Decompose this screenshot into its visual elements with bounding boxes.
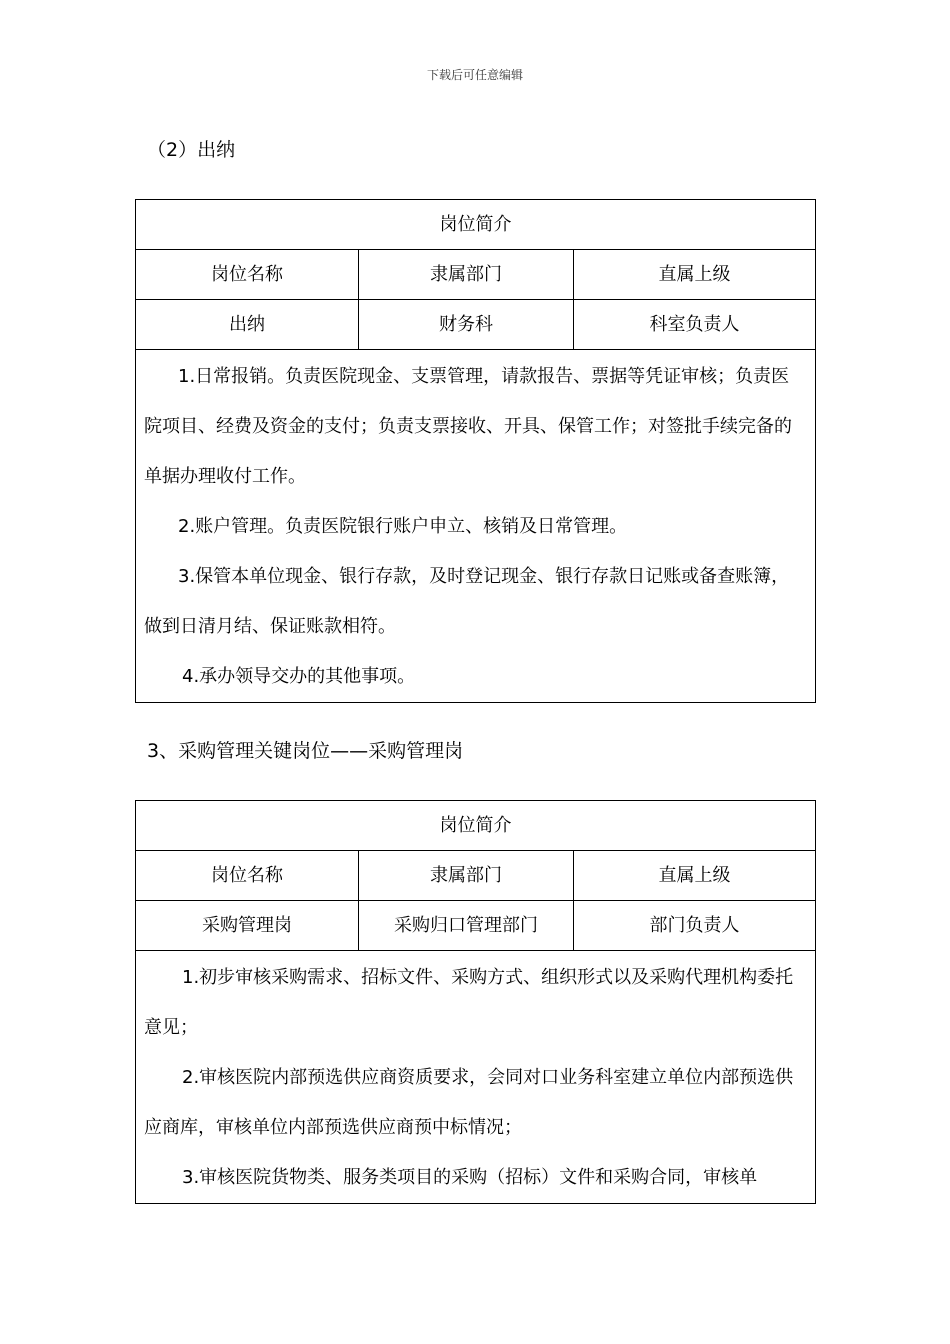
duty-item: 1.初步审核采购需求、招标文件、采购方式、组织形式以及采购代理机构委托意见； [144,967,794,1038]
header-cell-supervisor: 直属上级 [574,851,816,901]
duty-item: 3.审核医院货物类、服务类项目的采购（招标）文件和采购合同，审核单 [182,1167,758,1188]
duty-item: 2.账户管理。负责医院银行账户申立、核销及日常管理。 [178,516,628,537]
header-cell-position: 岗位名称 [136,851,359,901]
header-cell-department: 隶属部门 [359,250,574,300]
job-table-cashier [135,199,816,703]
value-cell-supervisor: 科室负责人 [574,300,816,350]
section-title-cashier: （2）出纳 [147,139,236,161]
header-cell-supervisor: 直属上级 [574,250,816,300]
header-cell-department: 隶属部门 [359,851,574,901]
value-cell-position: 出纳 [136,300,359,350]
section-title-procurement: 3、采购管理关键岗位——采购管理岗 [147,740,464,762]
value-cell-position: 采购管理岗 [136,901,359,951]
value-cell-department: 财务科 [359,300,574,350]
job-table-procurement [135,800,816,1204]
duty-item: 4.承办领导交办的其他事项。 [182,666,416,687]
value-cell-department: 采购归口管理部门 [359,901,574,951]
duty-item: 2.审核医院内部预选供应商资质要求，会同对口业务科室建立单位内部预选供应商库，审核单位内部预选供应商预中标情况； [144,1067,794,1138]
value-cell-supervisor: 部门负责人 [574,901,816,951]
duties-cell [136,350,816,703]
duties-cell [136,951,816,1204]
page-header: 下载后可任意编辑 [426,68,523,82]
table-caption: 岗位简介 [136,801,816,851]
duty-item: 1.日常报销。负责医院现金、支票管理，请款报告、票据等凭证审核；负责医院项目、经费及资金的支付；负责支票接收、开具、保管工作；对签批手续完备的单据办理收付工作。 [144,366,792,487]
duty-item: 3.保管本单位现金、银行存款，及时登记现金、银行存款日记账或备查账簿，做到日清月结、保证账款相符。 [144,566,790,637]
header-cell-position: 岗位名称 [136,250,359,300]
table-caption: 岗位简介 [136,200,816,250]
